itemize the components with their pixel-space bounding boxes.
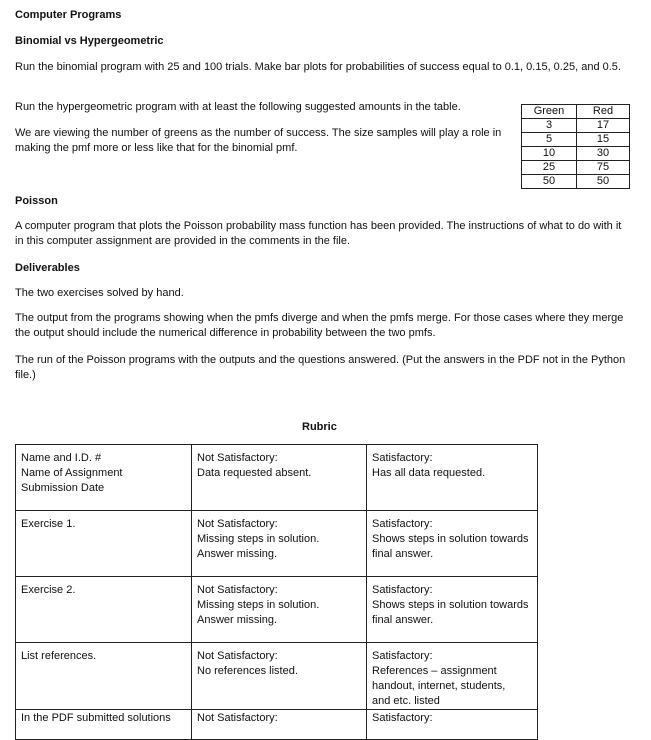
criteria-line: Not Satisfactory: [197,712,278,724]
deliverables-item-3: The run of the Poisson programs with the outputs and the questions answered. (Put the answers in the PDF not in the Python file.) [15,354,626,381]
deliverables-item-2: The output from the programs showing when the pmfs diverge and when the pmfs merge. For those cases where they merge the output should include the numerical difference in probability between the two pmfs. [15,312,624,339]
table-row [522,175,630,189]
red-cell: 15 [577,133,630,147]
criteria-line: Shows steps in solution towards [372,533,529,545]
criteria-line: Has all data requested. [372,467,486,479]
green-cell: 25 [522,161,577,175]
rubric-item-cell [16,710,192,740]
green-cell: 10 [522,147,577,161]
binomial-paragraph: Run the binomial program with 25 and 100 trials. Make bar plots for probabilities of success equal to 0.1, 0.15, 0.25, and 0.5. [15,61,621,73]
criteria-line: Answer missing. [197,614,278,626]
table-row [522,133,630,147]
table-row [16,643,538,710]
rubric-table [15,444,538,740]
criteria-line: final answer. [372,614,434,626]
satisfactory-cell [367,445,538,511]
criteria-line: Missing steps in solution. [197,533,320,545]
green-header: Green [522,105,577,119]
satisfactory-cell [367,511,538,577]
not-satisfactory-cell [192,511,367,577]
not-satisfactory-cell [192,577,367,643]
deliverables-item-1: The two exercises solved by hand. [15,287,184,299]
green-red-header-row [522,105,630,119]
deliverables-heading: Deliverables [15,262,80,274]
green-cell: 5 [522,133,577,147]
criteria-line: No references listed. [197,665,298,677]
doc-title: Computer Programs [15,9,122,21]
not-satisfactory-cell [192,710,367,740]
table-row [16,445,538,511]
criteria-line: Not Satisfactory: [197,452,278,464]
satisfactory-cell [367,710,538,740]
rubric-item-line: List references. [21,650,97,662]
criteria-line: Satisfactory: [372,650,433,662]
satisfactory-cell [367,577,538,643]
table-row [522,147,630,161]
criteria-line: Not Satisfactory: [197,650,278,662]
not-satisfactory-cell [192,445,367,511]
criteria-line: Shows steps in solution towards [372,599,529,611]
not-satisfactory-cell [192,643,367,710]
green-red-table [521,104,630,189]
table-row [522,161,630,175]
criteria-line: Satisfactory: [372,584,433,596]
table-row [16,511,538,577]
table-row [16,577,538,643]
poisson-paragraph: A computer program that plots the Poisson probability mass function has been provided. The instructions of what to do with it in this computer assignment are provided in the comments in the file. [15,220,622,247]
criteria-line: Answer missing. [197,548,278,560]
rubric-item-cell [16,511,192,577]
rubric-item-line: Name of Assignment [21,467,123,479]
criteria-line: References – assignment [372,665,497,677]
table-row [522,119,630,133]
rubric-title: Rubric [302,421,337,433]
criteria-line: Not Satisfactory: [197,584,278,596]
red-cell: 30 [577,147,630,161]
hypergeometric-paragraph-1: Run the hypergeometric program with at least the following suggested amounts in the table. [15,101,461,113]
green-cell: 3 [522,119,577,133]
red-cell: 17 [577,119,630,133]
rubric-item-line: Name and I.D. # [21,452,102,464]
rubric-item-line: Submission Date [21,482,105,494]
criteria-line: Missing steps in solution. [197,599,320,611]
red-cell: 50 [577,175,630,189]
criteria-line: Data requested absent. [197,467,312,479]
rubric-item-cell [16,445,192,511]
criteria-line: Satisfactory: [372,518,433,530]
binomial-heading: Binomial vs Hypergeometric [15,35,164,47]
criteria-line: Not Satisfactory: [197,518,278,530]
criteria-line: handout, internet, students, [372,680,506,692]
hypergeometric-paragraph-2: We are viewing the number of greens as the number of success. The size samples will play a role in making the pmf more or less like that for the binomial pmf. [15,127,502,154]
green-cell: 50 [522,175,577,189]
rubric-item-line: In the PDF submitted solutions [21,712,171,724]
rubric-item-cell [16,577,192,643]
criteria-line: and etc. listed [372,695,440,707]
satisfactory-cell [367,643,538,710]
red-cell: 75 [577,161,630,175]
criteria-line: Satisfactory: [372,452,433,464]
red-header: Red [577,105,630,119]
rubric-item-line: Exercise 2. [21,584,76,596]
criteria-line: Satisfactory: [372,712,433,724]
rubric-item-line: Exercise 1. [21,518,76,530]
rubric-item-cell [16,643,192,710]
poisson-heading: Poisson [15,195,58,207]
criteria-line: final answer. [372,548,434,560]
table-row [16,710,538,740]
